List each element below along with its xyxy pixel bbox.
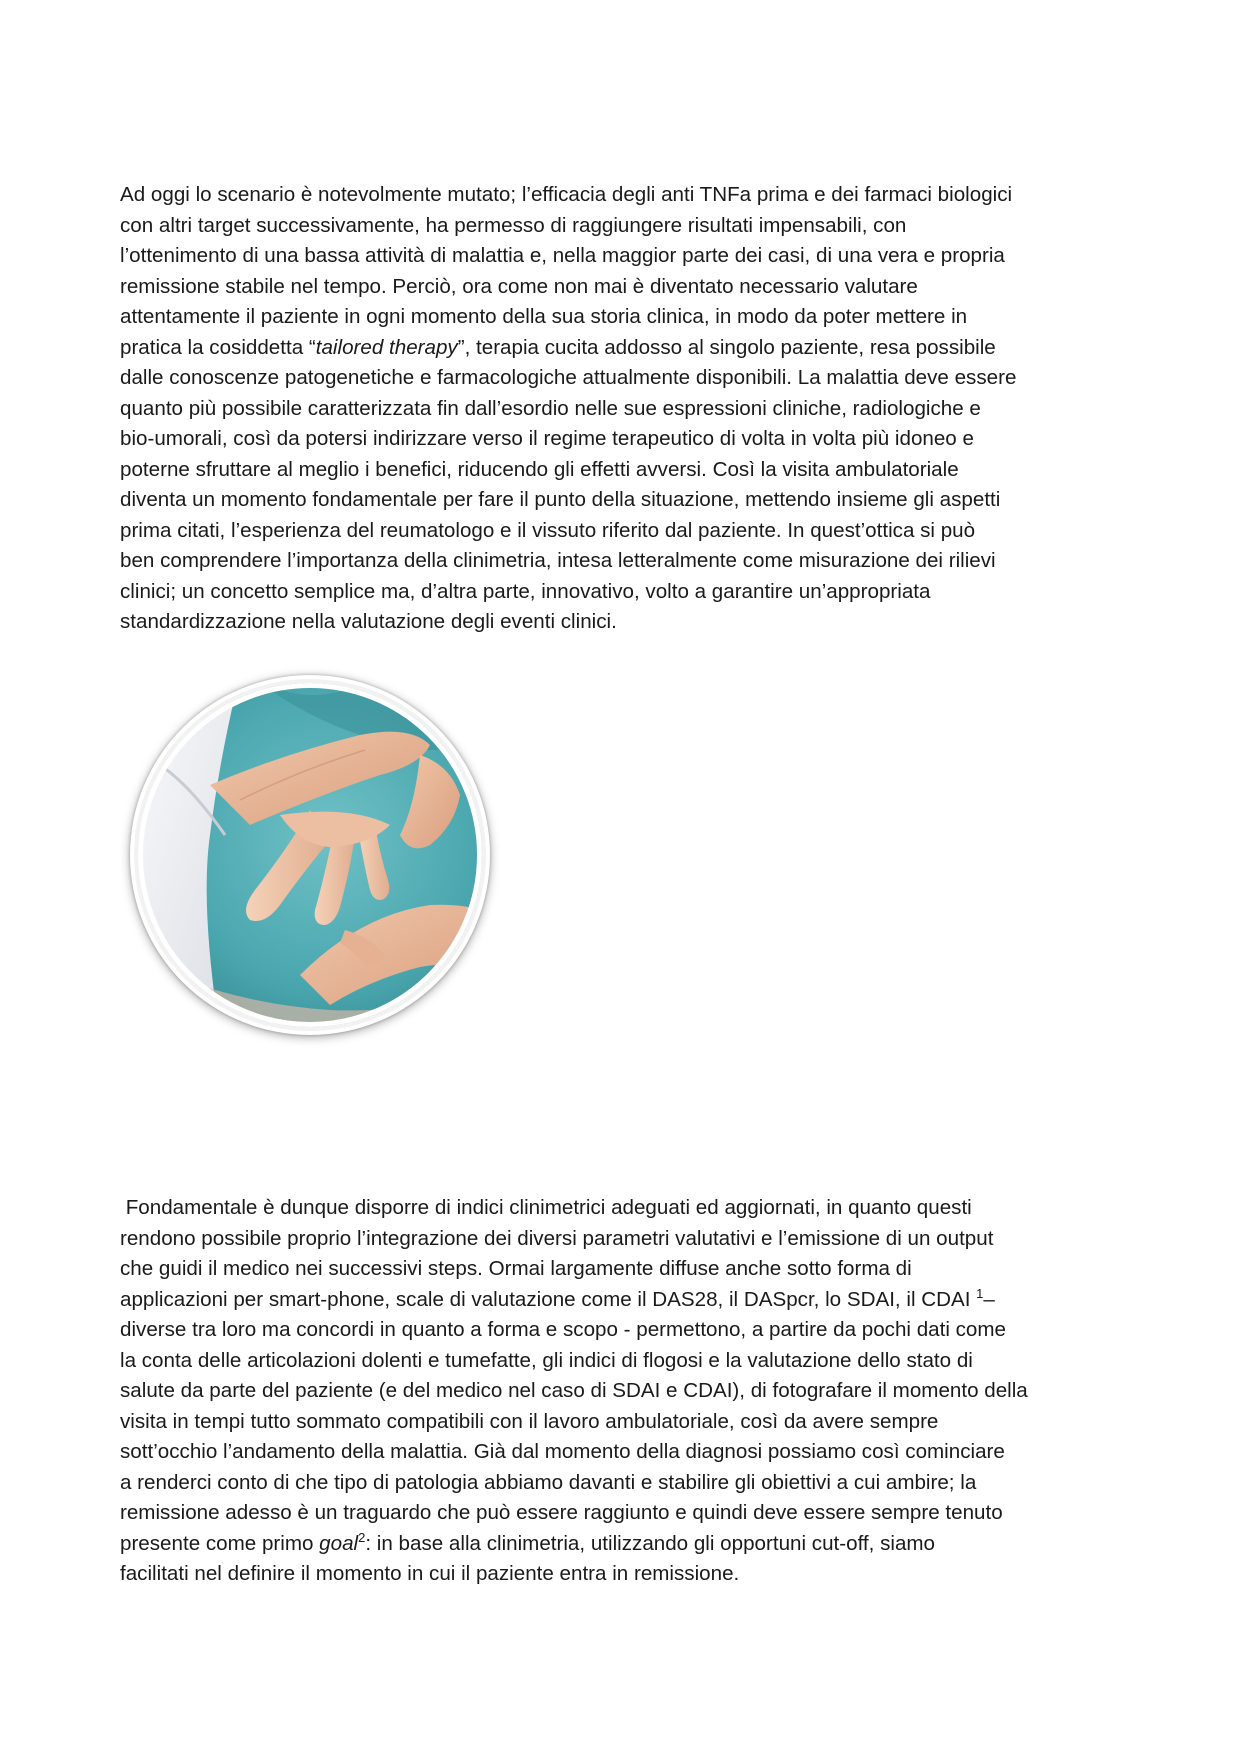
paragraph-1	[120, 180, 1130, 638]
italic-term: goal	[319, 1531, 359, 1555]
text-line: facilitati nel definire il momento in cui il paziente entra in remissione.	[120, 1562, 740, 1585]
text-run: presente come primo	[120, 1531, 320, 1555]
text-line: con altri target successivamente, ha permesso di raggiungere risultati impensabili, con	[120, 213, 907, 237]
text-line: rendono possibile proprio l’integrazione dei diversi parametri valutativi e l’emissione di un output	[120, 1226, 994, 1250]
text-line: attentamente il paziente in ogni momento della sua storia clinica, in modo da poter mettere in	[120, 305, 968, 328]
text-line: che guidi il medico nei successivi steps. Ormai largamente diffuse anche sotto forma di	[120, 1257, 912, 1280]
text-line: sott’occhio l’andamento della malattia. Già dal momento della diagnosi possiamo così cominciare	[120, 1440, 1005, 1463]
text-line: ben comprendere l’importanza della clinimetria, intesa letteralmente come misurazione dei rilievi	[120, 549, 996, 572]
text-run: –	[983, 1287, 995, 1311]
photo-illustration	[130, 675, 490, 1035]
text-run: pratica la cosiddetta “	[120, 335, 316, 359]
text-run: : in base alla clinimetria, utilizzando gli opportuni cut-off, siamo	[365, 1531, 936, 1555]
text-line: remissione stabile nel tempo. Perciò, ora come non mai è diventato necessario valutare	[120, 274, 918, 298]
text-line	[120, 333, 1130, 364]
text-line: Ad oggi lo scenario è notevolmente mutato; l’efficacia degli anti TNFa prima e dei farmaci biologici	[120, 183, 1013, 206]
italic-term: tailored therapy	[315, 335, 458, 359]
text-line: dalle conoscenze patogenetiche e farmacologiche attualmente disponibili. La malattia deve essere	[120, 366, 1017, 389]
text-line: diverse tra loro ma concordi in quanto a forma e scopo - permettono, a partire da pochi dati come	[120, 1318, 1006, 1341]
text-run: applicazioni per smart-phone, scale di valutazione come il DAS28, il DASpcr, lo SDAI, il CDAI	[120, 1287, 977, 1311]
text-line: l’ottenimento di una bassa attività di malattia e, nella maggior parte dei casi, di una vera e propria	[120, 244, 1005, 267]
text-line: quanto più possibile caratterizzata fin dall’esordio nelle sue espressioni cliniche, radiologiche e	[120, 396, 981, 420]
text-run: ”, terapia cucita addosso al singolo paziente, resa possibile	[457, 335, 996, 359]
paragraph-2	[120, 1193, 1130, 1590]
text-line: remissione adesso è un traguardo che può essere raggiunto e quindi deve essere sempre tenuto	[120, 1501, 1003, 1524]
text-line: la conta delle articolazioni dolenti e tumefatte, gli indici di flogosi e la valutazione dello stato di	[120, 1348, 973, 1372]
text-line: prima citati, l’esperienza del reumatologo e il vissuto riferito dal paziente. In quest’ottica si può	[120, 518, 976, 542]
text-line: diventa un momento fondamentale per fare il punto della situazione, mettendo insieme gli aspetti	[120, 488, 1001, 511]
text-line: bio-umorali, così da potersi indirizzare verso il regime terapeutico di volta in volta più idoneo e	[120, 427, 974, 450]
text-line: a renderci conto di che tipo di patologia abbiamo davanti e stabilire gli obiettivi a cui ambire; la	[120, 1470, 977, 1494]
hand-examination-photo	[130, 675, 490, 1035]
text-line: salute da parte del paziente (e del medico nel caso di SDAI e CDAI), di fotografare il momento della	[120, 1379, 1028, 1402]
footnote-ref: 1	[976, 1285, 984, 1301]
text-line: visita in tempi tutto sommato compatibili con il lavoro ambulatoriale, così da avere sempre	[120, 1409, 939, 1433]
text-line: Fondamentale è dunque disporre di indici clinimetrici adeguati ed aggiornati, in quanto questi	[120, 1196, 972, 1219]
text-line: poterne sfruttare al meglio i benefici, riducendo gli effetti avversi. Così la visita ambulatoriale	[120, 457, 959, 481]
text-line	[120, 1529, 1130, 1560]
text-line: clinici; un concetto semplice ma, d’altra parte, innovativo, volto a garantire un’appropriata	[120, 579, 931, 603]
text-line	[120, 1285, 1130, 1316]
footnote-ref: 2	[358, 1529, 366, 1545]
text-line: standardizzazione nella valutazione degli eventi clinici.	[120, 610, 617, 633]
